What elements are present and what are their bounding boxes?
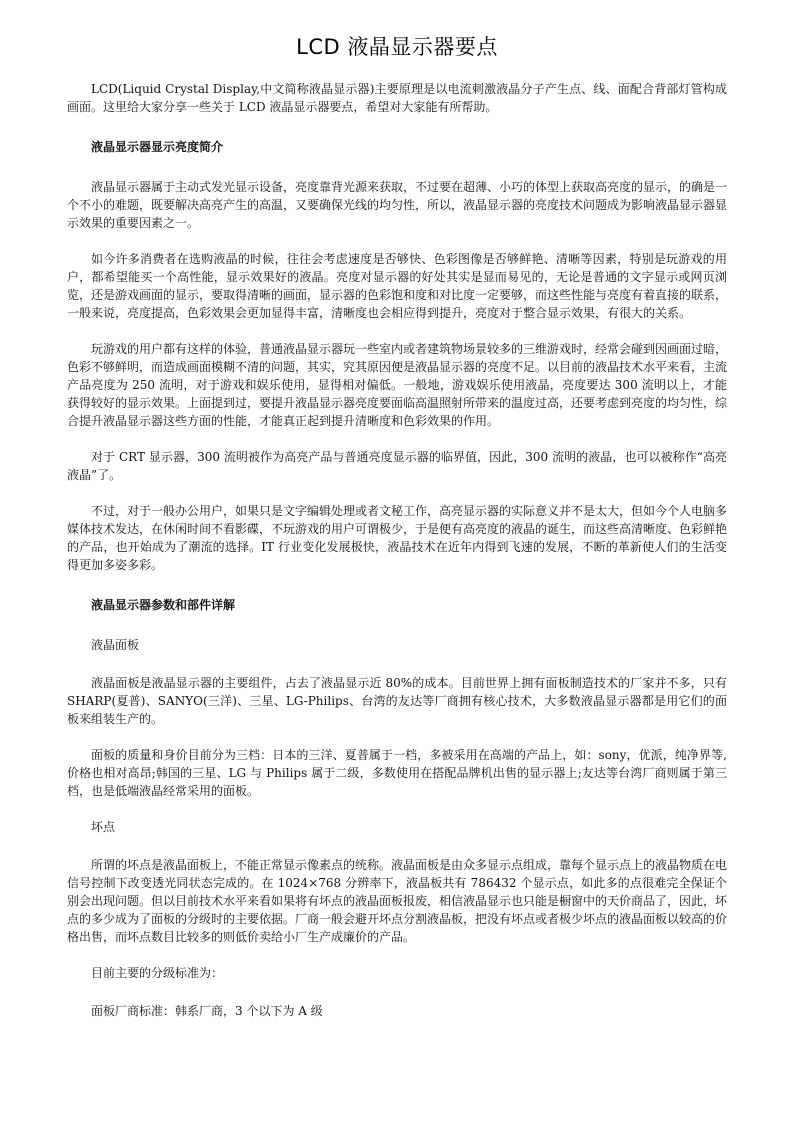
- subheading-panel: 液晶面板: [91, 638, 140, 652]
- page-title: LCD 液晶显示器要点: [296, 35, 498, 59]
- subheading-dead-pixel: 坏点: [91, 820, 116, 834]
- document-body: [67, 80, 727, 1040]
- paragraph: 玩游戏的用户都有这样的体验，普通液晶显示器玩一些室内或者建筑物场景较多的三维游戏时，经常会碰到因画面过暗，色彩不够鲜明，而造成画面模糊不清的问题，其实，究其原因便是液晶显示器的亮度不足。以目前的液晶技术水平来看，主流产品亮度为 250 流明，对于游戏和娱乐使用，显得相对偏低。一般地，游戏娱乐使用液晶，亮度要达 300 流明以上，才能获得较好的显示效果。上面提到过，要提升液晶显示器亮度要面临高温照射所带来的温度过高，还要考虑到亮度的均匀性，综合提升液晶显示器这些方面的性能，才能真正起到提升清晰度和色彩效果的作用。: [67, 342, 728, 428]
- paragraph: 面板的质量和身价目前分为三档：日本的三洋、夏普属于一档，多被采用在高端的产品上，如：sony，优派，纯净界等,价格也相对高昂;韩国的三星、LG 与 Philips 属于二级，多数使用在搭配品牌机出售的显示器上;友达等台湾厂商则属于第三档，也是低端液晶经常采用的面板。: [67, 748, 727, 798]
- section-heading-brightness: 液晶显示器显示亮度简介: [91, 140, 224, 154]
- paragraph: 不过，对于一般办公用户，如果只是文字编辑处理或者文秘工作，高亮显示器的实际意义并不是太大，但如今个人电脑多媒体技术发达，在休闲时间不看影碟，不玩游戏的用户可谓极少，于是便有高亮度的液晶的诞生，而这些高清晰度、色彩鲜艳的产品，也开始成为了潮流的选择。IT 行业变化发展极快，液晶技术在近年内得到飞速的发展，不断的革新使人们的生活变得更加多姿多彩。: [67, 504, 728, 572]
- paragraph: 液晶显示器属于主动式发光显示设备，亮度靠背光源来获取，不过要在超薄、小巧的体型上获取高亮度的显示，的确是一个不小的难题，既要解决高亮产生的高温，又要确保光线的均匀性，所以，液晶显示器的亮度技术问题成为影响液晶显示器显示效果的重要因素之一。: [67, 180, 728, 230]
- intro-paragraph: LCD(Liquid Crystal Display,中文简称液晶显示器)主要原理是以电流刺激液晶分子产生点、线、面配合背部灯管构成画面。这里给大家分享一些关于 LCD 液晶显示器要点，希望对大家能有所帮助。: [67, 82, 727, 114]
- grading-intro: 目前主要的分级标准为：: [91, 966, 224, 980]
- paragraph: 液晶面板是液晶显示器的主要组件，占去了液晶显示近 80%的成本。目前世界上拥有面板制造技术的厂家并不多，只有 SHARP(夏普)、SANYO(三洋)、三星、LG-Philips、台湾的友达等厂商拥有核心技术，大多数液晶显示器都是用它们的面板来组装生产的。: [67, 676, 727, 726]
- paragraph: 对于 CRT 显示器，300 流明被作为高亮产品与普通亮度显示器的临界值，因此，300 流明的液晶，也可以被称作“高亮液晶”了。: [67, 450, 727, 482]
- section-heading-parameters: 液晶显示器参数和部件详解: [91, 598, 236, 612]
- paragraph: 所谓的坏点是液晶面板上，不能正常显示像素点的统称。液晶面板是由众多显示点组成，靠每个显示点上的液晶物质在电信号控制下改变透光同状态完成的。在 1024×768 分辨率下，液晶板共有 786432 个显示点，如此多的点很难完全保证个别会出现问题。但以目前技术水平来看如果将有坏点的液晶面板报废，相信液晶显示也只能是橱窗中的天价商品了，因此，坏点的多少成为了面板的分级时的主要依据。厂商一般会避开坏点分割液晶板，把没有坏点或者极少坏点的液晶面板以较高的价格出售，而坏点数目比较多的则低价卖给小厂生产成廉价的产品。: [67, 858, 728, 944]
- grading-line: 面板厂商标准：韩系厂商，3 个以下为 A 级: [91, 1004, 323, 1018]
- paragraph: 如今许多消费者在选购液晶的时候，往往会考虑速度是否够快、色彩图像是否够鲜艳、清晰等因素，特别是玩游戏的用户，都希望能买一个高性能，显示效果好的液晶。亮度对显示器的好处其实是显而易见的，无论是普通的文字显示或网页浏览，还是游戏画面的显示，要取得清晰的画面，显示器的色彩饱和度和对比度一定要够，而这些性能与亮度有着直接的联系，一般来说，亮度提高，色彩效果会更加显得丰富，清晰度也会相应得到提升，亮度对于整合显示效果，有很大的关系。: [67, 252, 728, 320]
